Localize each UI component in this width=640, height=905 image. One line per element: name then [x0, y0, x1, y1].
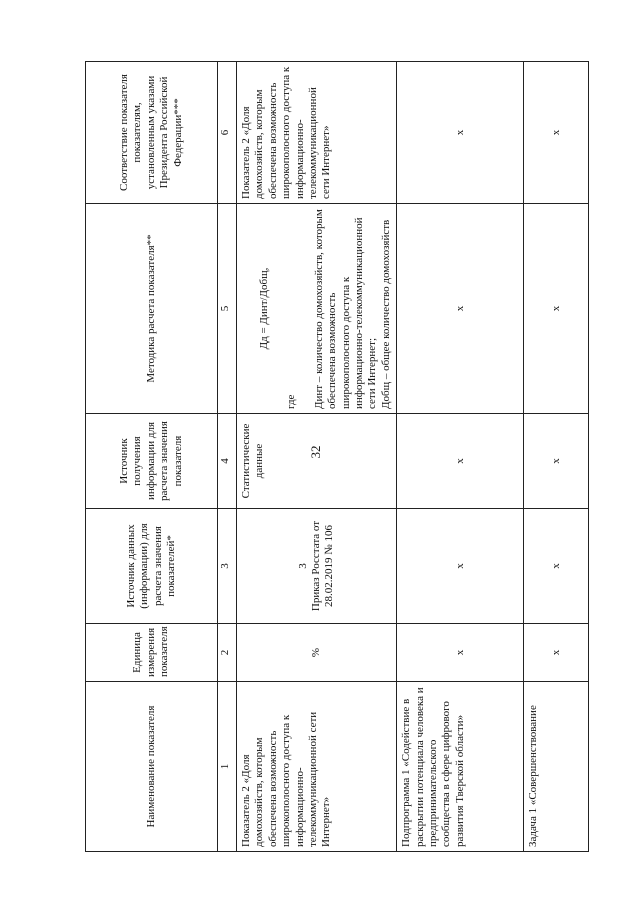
empty-mark: x [524, 414, 589, 509]
header-unit: Единица измерения показателя [86, 624, 218, 682]
empty-mark: x [397, 509, 524, 624]
empty-mark: x [524, 204, 589, 414]
empty-mark: x [397, 62, 524, 204]
empty-mark: x [524, 509, 589, 624]
header-compliance: Соответствие показателя показателям, установленным указами Президента Российской Федерации*** [86, 62, 218, 204]
page-number: 32 [308, 445, 323, 459]
header-data-source: Источник данных (информации) для расчета значения показателей* [86, 509, 218, 624]
task-name: Задача 1 «Совершенствование [524, 682, 589, 852]
column-number: 6 [218, 62, 237, 204]
formula-definition: Добщ – общее количество домохозяйств [379, 219, 392, 409]
data-source-cell [237, 509, 397, 624]
column-number-row [218, 62, 237, 852]
formula-definition: Динт – количество домохозяйств, которым обеспечена возможность широкополосного доступа к информационно-телекоммуникационной сети Интернет; [312, 209, 379, 409]
header-method: Методика расчета показателя** [86, 204, 218, 414]
empty-mark: x [397, 624, 524, 682]
column-number: 2 [218, 624, 237, 682]
header-name: Наименование показателя [86, 682, 218, 852]
empty-mark: x [524, 624, 589, 682]
data-source-text: Приказ Росстата от 28.02.2019 № 106 [309, 520, 336, 612]
header-row [86, 62, 218, 852]
empty-mark: x [397, 204, 524, 414]
rotated-table-container [85, 62, 565, 852]
indicators-table [85, 61, 589, 852]
unit-cell: % [237, 624, 397, 682]
formula: Дд = Динт/Добщ, [258, 267, 270, 350]
formula-where: где [285, 394, 298, 409]
table-row [397, 62, 524, 852]
header-info-origin: Источник получения информации для расчета значения показателя [86, 414, 218, 509]
column-number: 4 [218, 414, 237, 509]
column-number: 5 [218, 204, 237, 414]
info-origin-cell: Статистические данные [237, 414, 397, 509]
method-cell [237, 204, 397, 414]
subprogram-name: Подпрограмма 1 «Содействие в раскрытии потенциала человека и предпринимательского сообщества в сфере цифрового развития Тверской области» [397, 682, 524, 852]
data-source-number: 3 [296, 563, 309, 569]
empty-mark: x [397, 414, 524, 509]
table-row [524, 62, 589, 852]
column-number: 3 [218, 509, 237, 624]
empty-mark: x [524, 62, 589, 204]
compliance-cell: Показатель 2 «Доля домохозяйств, которым обеспечена возможность широкополосного доступа к информационно-телекоммуникационной сети Интернет» [237, 62, 397, 204]
column-number: 1 [218, 682, 237, 852]
table-row [237, 62, 397, 852]
indicator-name: Показатель 2 «Доля домохозяйств, которым обеспечена возможность широкополосного доступа к информационно-телекоммуникационной сети Интернет» [237, 682, 397, 852]
